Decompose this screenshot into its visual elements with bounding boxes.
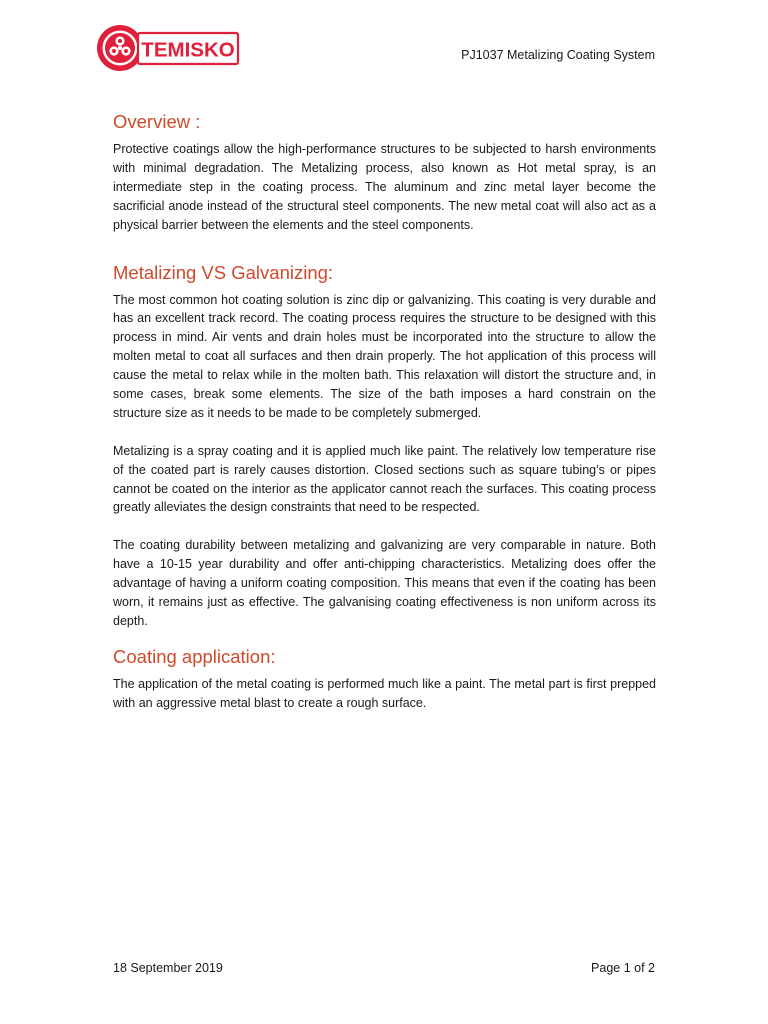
comparison-paragraph-2: Metalizing is a spray coating and it is applied much like paint. The relatively low temperature rise of the coated part is rarely causes distortion. Closed sections such as square tubing’s or pipes cannot be coated on the interior as the applicator cannot reach the surfaces. This coating process greatly alleviates the design constraints that need to be respected. [113,443,656,515]
footer-page-number: Page 1 of 2 [591,961,655,975]
logo-wordmark: TEMISKO [141,38,235,62]
document-title: PJ1037 Metalizing Coating System [461,48,655,62]
overview-paragraph: Protective coatings allow the high-performance structures to be subjected to harsh environments with minimal degradation. The Metalizing process, also known as Hot metal spray, is an intermediate step in the coating process. The aluminum and zinc metal layer become the sacrificial anode instead of the structural steel components. The new metal coat will also act as a physical barrier between the elements and the steel components. [113,142,656,232]
document-body [113,110,656,713]
footer-date: 18 September 2019 [113,961,223,975]
temisko-logo [94,22,240,74]
section-heading-metalizing-vs-galvanizing: Metalizing VS Galvanizing: [113,261,334,283]
coating-application-paragraph: The application of the metal coating is performed much like a paint. The metal part is first prepped with an aggressive metal blast to create a rough surface. [113,676,656,710]
comparison-paragraph-3: The coating durability between metalizing and galvanizing are very comparable in nature. Both have a 10-15 year durability and offer anti-chipping characteristics. Metalizing does offer the advantage of having a uniform coating composition. This means that even if the coating has been worn, it remains just as effective. The galvanising coating effectiveness is non uniform across its depth. [113,538,656,628]
section-heading-coating-application: Coating application: [113,645,276,667]
comparison-paragraph-1: The most common hot coating solution is zinc dip or galvanizing. This coating is very durable and has an excellent track record. The coating process requires the structure to be designed with this process in mind. Air vents and drain holes must be incorporated into the structure to allow the molten metal to coat all surfaces and then drain properly. The hot application of this process will cause the metal to relax while in the molten bath. This relaxation will distort the structure and, in some cases, break some elements. The size of the bath imposes a hard constrain on the structure size as it needs to be made to be completely submerged. [113,292,656,420]
section-heading-overview: Overview : [113,111,201,132]
